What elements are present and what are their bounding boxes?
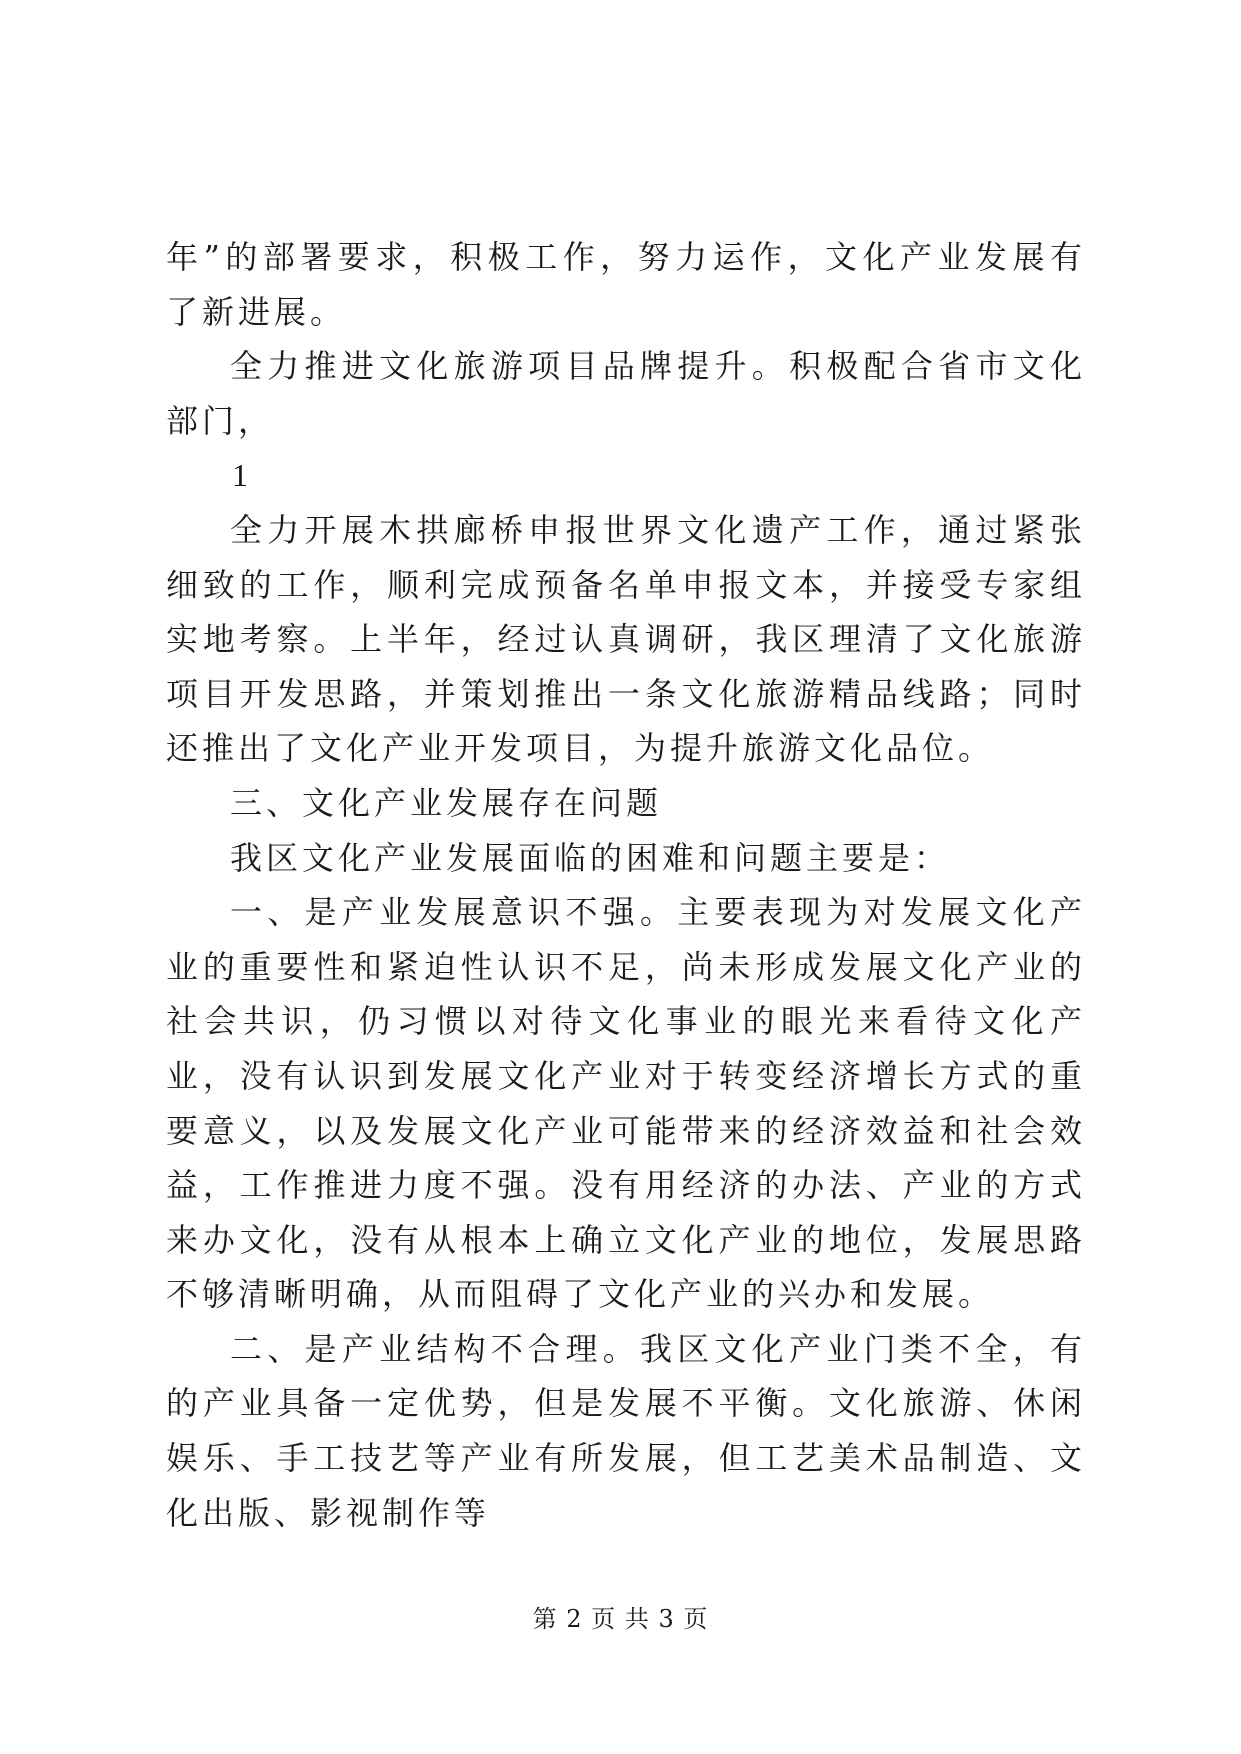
paragraph-heritage-application: 全力开展木拱廊桥申报世界文化遗产工作，通过紧张细致的工作，顺利完成预备名单申报文本，并接受专家组实地考察。上半年，经过认真调研，我区理清了文化旅游项目开发思路，并策划推出一条文化旅游精品线路；同时还推出了文化产业开发项目，为提升旅游文化品位。 [166, 510, 1086, 768]
section-heading-problems: 三、文化产业发展存在问题 [230, 783, 663, 822]
document-body [166, 230, 1086, 1540]
paragraph-problems-intro: 我区文化产业发展面临的困难和问题主要是： [230, 838, 951, 877]
paragraph-problem-awareness: 一、是产业发展意识不强。主要表现为对发展文化产业的重要性和紧迫性认识不足，尚未形成发展文化产业的社会共识，仍习惯以对待文化事业的眼光来看待文化产业，没有认识到发展文化产业对于转变经济增长方式的重要意义，以及发展文化产业可能带来的经济效益和社会效益，工作推进力度不强。没有用经济的办法、产业的方式来办文化，没有从根本上确立文化产业的地位，发展思路不够清晰明确，从而阻碍了文化产业的兴办和发展。 [166, 893, 1086, 1314]
paragraph-cultural-tourism-brand: 全力推进文化旅游项目品牌提升。积极配合省市文化部门， [166, 347, 1086, 440]
inline-page-number: 1 [232, 457, 248, 494]
page-footer: 第 2 页 共 3 页 [532, 1605, 709, 1633]
paragraph-continuation: 年”的部署要求，积极工作，努力运作，文化产业发展有了新进展。 [166, 238, 1086, 331]
paragraph-problem-structure: 二、是产业结构不合理。我区文化产业门类不全，有的产业具备一定优势，但是发展不平衡。文化旅游、休闲娱乐、手工技艺等产业有所发展，但工艺美术品制造、文化出版、影视制作等 [166, 1329, 1086, 1532]
